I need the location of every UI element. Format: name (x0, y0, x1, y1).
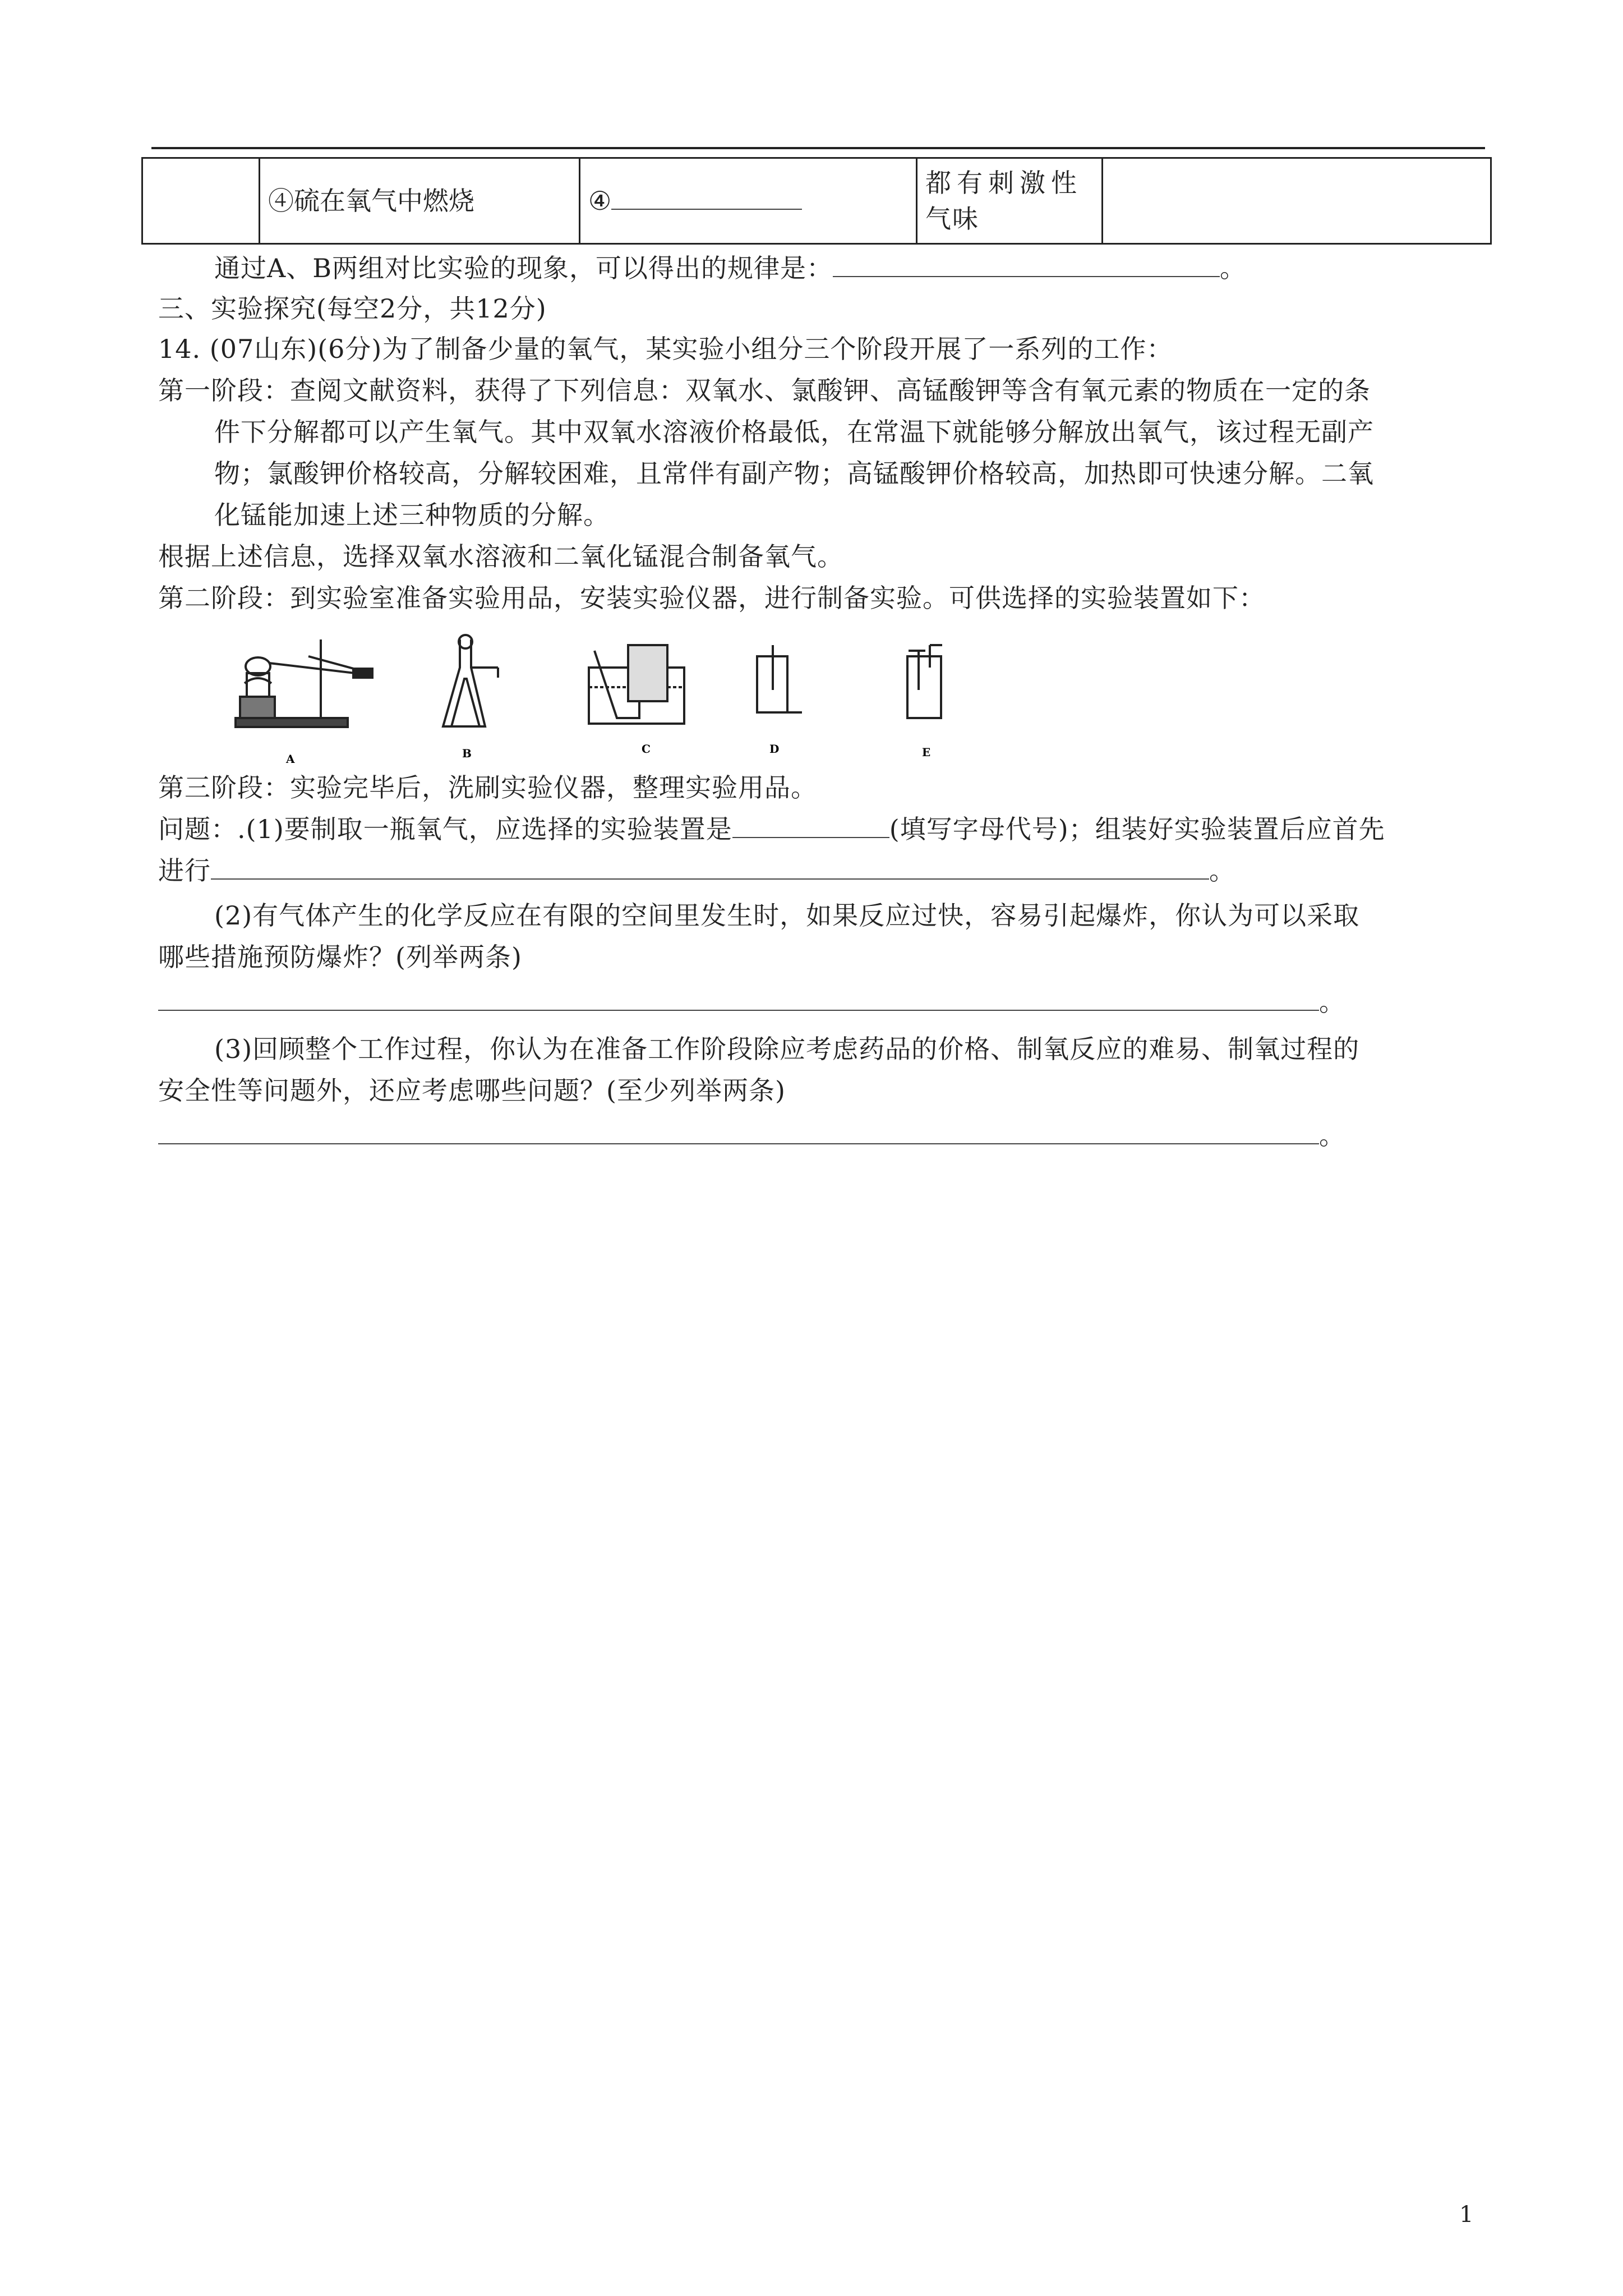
question-3-line2: 安全性等问题外，还应考虑哪些问题？(至少列举两条) (158, 1075, 786, 1106)
table-cell-empty (1103, 158, 1491, 244)
table-row (142, 158, 1491, 244)
apparatus-label-e: E (922, 746, 931, 759)
experiment-table (141, 157, 1492, 245)
apparatus-figure (224, 634, 1021, 769)
apparatus-c (589, 645, 684, 724)
question-2-answer: 。 (158, 982, 1345, 1022)
apparatus-e (907, 645, 942, 718)
question-2-line2: 哪些措施预防爆炸？(列举两条) (158, 942, 522, 972)
apparatus-label-d: D (769, 742, 780, 756)
stage1-line2: 件下分解都可以产生氧气。其中双氧水溶液价格最低，在常温下就能够分解放出氧气，该过程无副产 (214, 417, 1374, 447)
question-1-line2: 进行 。 (158, 855, 1235, 886)
apparatus-answer-blank[interactable] (732, 815, 889, 838)
apparatus-label-c: C (642, 742, 651, 756)
apparatus-b (443, 635, 498, 726)
question-3-line1: (3)回顾整个工作过程，你认为在准备工作阶段除应考虑药品的价格、制氧反应的难易、制氧过程的 (214, 1034, 1360, 1064)
table-cell-group (142, 158, 260, 244)
question-3-answer: 。 (158, 1115, 1345, 1156)
stage1-line3: 物；氯酸钾价格较高，分解较困难，且常伴有副产物；高锰酸钾价格较高，加热即可快速分解。二氧 (214, 458, 1374, 489)
choice-line: 根据上述信息，选择双氧水溶液和二氧化锰混合制备氧气。 (158, 541, 843, 572)
stage2-line: 第二阶段：到实验室准备实验用品，安装实验仪器，进行制备实验。可供选择的实验装置如下： (158, 583, 1265, 613)
explosion-prevention-blank[interactable] (158, 987, 1319, 1011)
question-2-line1: (2)有气体产生的化学反应在有限的空间里发生时，如果反应过快，容易引起爆炸，你认为可以采取 (214, 900, 1360, 931)
table-cell-phenomenon: ④ (580, 158, 917, 244)
first-step-answer-blank[interactable] (211, 856, 1209, 880)
question-1-line: 问题：.(1)要制取一瓶氧气，应选择的实验装置是 (填写字母代号)；组装好实验装置后应首先 (158, 814, 1385, 844)
conclusion-blank[interactable] (833, 254, 1220, 277)
fill-blank[interactable] (611, 186, 802, 210)
page-number: 1 (1459, 2202, 1474, 2228)
conclusion-line: 通过A、B两组对比实验的现象，可以得出的规律是： 。 (214, 253, 1247, 283)
apparatus-label-a: A (286, 752, 295, 766)
header-rule (151, 147, 1485, 149)
table-cell-note: 都有刺激性 气味 (917, 158, 1103, 244)
stage3-line: 第三阶段：实验完毕后，洗刷实验仪器，整理实验用品。 (158, 772, 817, 803)
question-14-intro: 14. (07山东)(6分)为了制备少量的氧气，某实验小组分三个阶段开展了一系列的工作： (158, 334, 1173, 364)
apparatus-d (757, 645, 802, 712)
table-cell-experiment: ④硫在氧气中燃烧 (260, 158, 580, 244)
stage1-line4: 化锰能加速上述三种物质的分解。 (214, 500, 610, 530)
other-considerations-blank[interactable] (158, 1121, 1319, 1144)
apparatus-label-b: B (462, 747, 472, 760)
section-title: 三、实验探究(每空2分，共12分) (158, 293, 547, 324)
stage1-line1: 第一阶段：查阅文献资料，获得了下列信息：双氧水、氯酸钾、高锰酸钾等含有氧元素的物质在一定的条 (158, 375, 1371, 406)
apparatus-a (236, 639, 372, 727)
